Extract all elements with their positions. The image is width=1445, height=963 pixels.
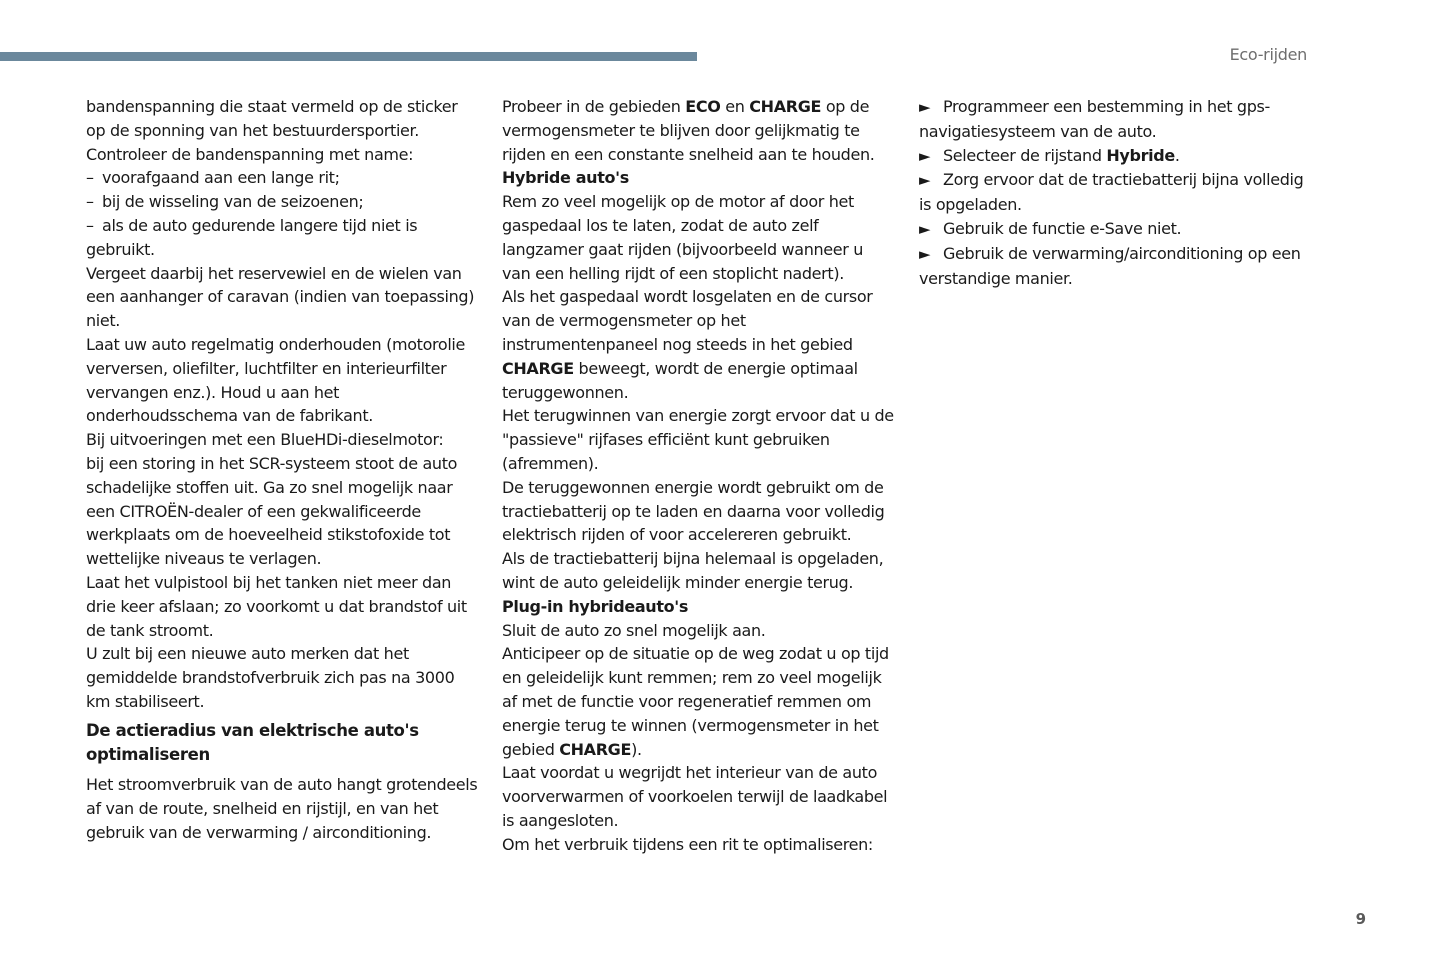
- dash-bullet: –: [86, 168, 94, 188]
- arrow-bullet-icon: ►: [919, 98, 931, 116]
- dash-list-item: – bij de wisseling van de seizoenen;: [86, 190, 478, 214]
- paragraph: Als het gaspedaal wordt losgelaten en de cursor van de vermogensmeter op het instrumentenpaneel nog steeds in het gebied CHARGE beweegt, wordt de energie optimaal teruggewonnen.: [502, 287, 873, 402]
- paragraph: bij een storing in het SCR-systeem stoot de auto schadelijke stoffen uit. Ga zo snel mogelijk naar een CITROËN-dealer of een gekwalificeerde werkplaats om de hoeveelheid stikstofoxide tot wettelijke niveaus te verlagen.: [86, 453, 458, 569]
- arrow-bullet-icon: ►: [919, 219, 931, 238]
- paragraph: Het stroomverbruik van de auto hangt grotendeels af van de route, snelheid en rijstijl, en van het gebruik van de verwarming / airconditioning.: [86, 775, 478, 842]
- arrow-list-item: ► Gebruik de functie e-Save niet.: [919, 217, 1313, 242]
- arrow-list-item: ► Programmeer een bestemming in het gps-navigatiesysteem van de auto.: [919, 97, 1270, 141]
- header-accent-bar: [0, 52, 697, 61]
- paragraph: Laat uw auto regelmatig onderhouden (motorolie verversen, oliefilter, luchtfilter en interieurfilter vervangen enz.). Houd u aan het onderhoudsschema van de fabrikant.: [86, 334, 466, 426]
- dash-list-item: – als de auto gedurende langere tijd niet is gebruikt.: [86, 215, 418, 259]
- paragraph: Rem zo veel mogelijk op de motor af door het gaspedaal los te laten, zodat de auto zelf langzamer gaat rijden (bijvoorbeeld wanneer u van een helling rijdt of een stoplicht nadert).: [502, 192, 864, 283]
- dash-list-item: – voorafgaand aan een lange rit;: [86, 166, 478, 190]
- subheading-hybride: Hybride auto's: [502, 168, 629, 188]
- arrow-list-item: ► Gebruik de verwarming/airconditioning op een verstandige manier.: [919, 243, 1301, 288]
- paragraph: De teruggewonnen energie wordt gebruikt om de tractiebatterij op te laden en daarna voor volledig elektrisch rijden of voor accelereren gebruikt.: [502, 477, 885, 545]
- paragraph: Anticipeer op de situatie op de weg zodat u op tijd en geleidelijk kunt remmen; rem zo veel mogelijk af met de functie voor regeneratief remmen om energie terug te winnen (vermogensmeter in het gebied CHARGE).: [502, 644, 889, 759]
- paragraph: bandenspanning die staat vermeld op de sticker op de sponning van het bestuurdersportier.: [86, 97, 458, 140]
- paragraph: Vergeet daarbij het reservewiel en de wielen van een aanhanger of caravan (indien van toepassing) niet.: [86, 263, 475, 331]
- paragraph: Laat het vulpistool bij het tanken niet meer dan drie keer afslaan; zo voorkomt u dat brandstof uit de tank stroomt.: [86, 572, 467, 640]
- arrow-list-item: ► Selecteer de rijstand Hybride.: [919, 144, 1313, 169]
- column-1: [86, 95, 478, 845]
- arrow-list-item: ► Zorg ervoor dat de tractiebatterij bijna volledig is opgeladen.: [919, 170, 1304, 215]
- page-number: 9: [1355, 910, 1366, 928]
- paragraph: Probeer in de gebieden ECO en CHARGE op de vermogensmeter te blijven door gelijkmatig te rijden en een constante snelheid aan te houden.: [502, 97, 875, 164]
- paragraph: Bij uitvoeringen met een BlueHDi-dieselmotor:: [86, 430, 444, 450]
- paragraph: Laat voordat u wegrijdt het interieur van de auto voorverwarmen of voorkoelen terwijl de laadkabel is aangesloten.: [502, 763, 888, 830]
- dash-bullet: –: [86, 192, 94, 212]
- dash-bullet: –: [86, 215, 94, 235]
- column-2: [502, 95, 894, 857]
- arrow-bullet-icon: ►: [919, 171, 931, 190]
- section-title: Eco-rijden: [1229, 45, 1307, 64]
- subheading-plugin: Plug-in hybrideauto's: [502, 596, 688, 616]
- paragraph: Sluit de auto zo snel mogelijk aan.: [502, 620, 766, 640]
- paragraph: U zult bij een nieuwe auto merken dat het gemiddelde brandstofverbruik zich pas na 3000 km stabiliseert.: [86, 644, 455, 711]
- arrow-bullet-icon: ►: [919, 146, 931, 165]
- paragraph: Controleer de bandenspanning met name:: [86, 144, 414, 164]
- column-3: [919, 95, 1313, 290]
- paragraph: Als de tractiebatterij bijna helemaal is opgeladen, wint de auto geleidelijk minder energie terug.: [502, 549, 884, 592]
- paragraph: Het terugwinnen van energie zorgt ervoor dat u de "passieve" rijfases efficiënt kunt gebruiken (afremmen).: [502, 406, 894, 473]
- paragraph: Om het verbruik tijdens een rit te optimaliseren:: [502, 834, 873, 854]
- arrow-bullet-icon: ►: [919, 244, 931, 263]
- section-heading: De actieradius van elektrische auto's optimaliseren: [86, 720, 419, 764]
